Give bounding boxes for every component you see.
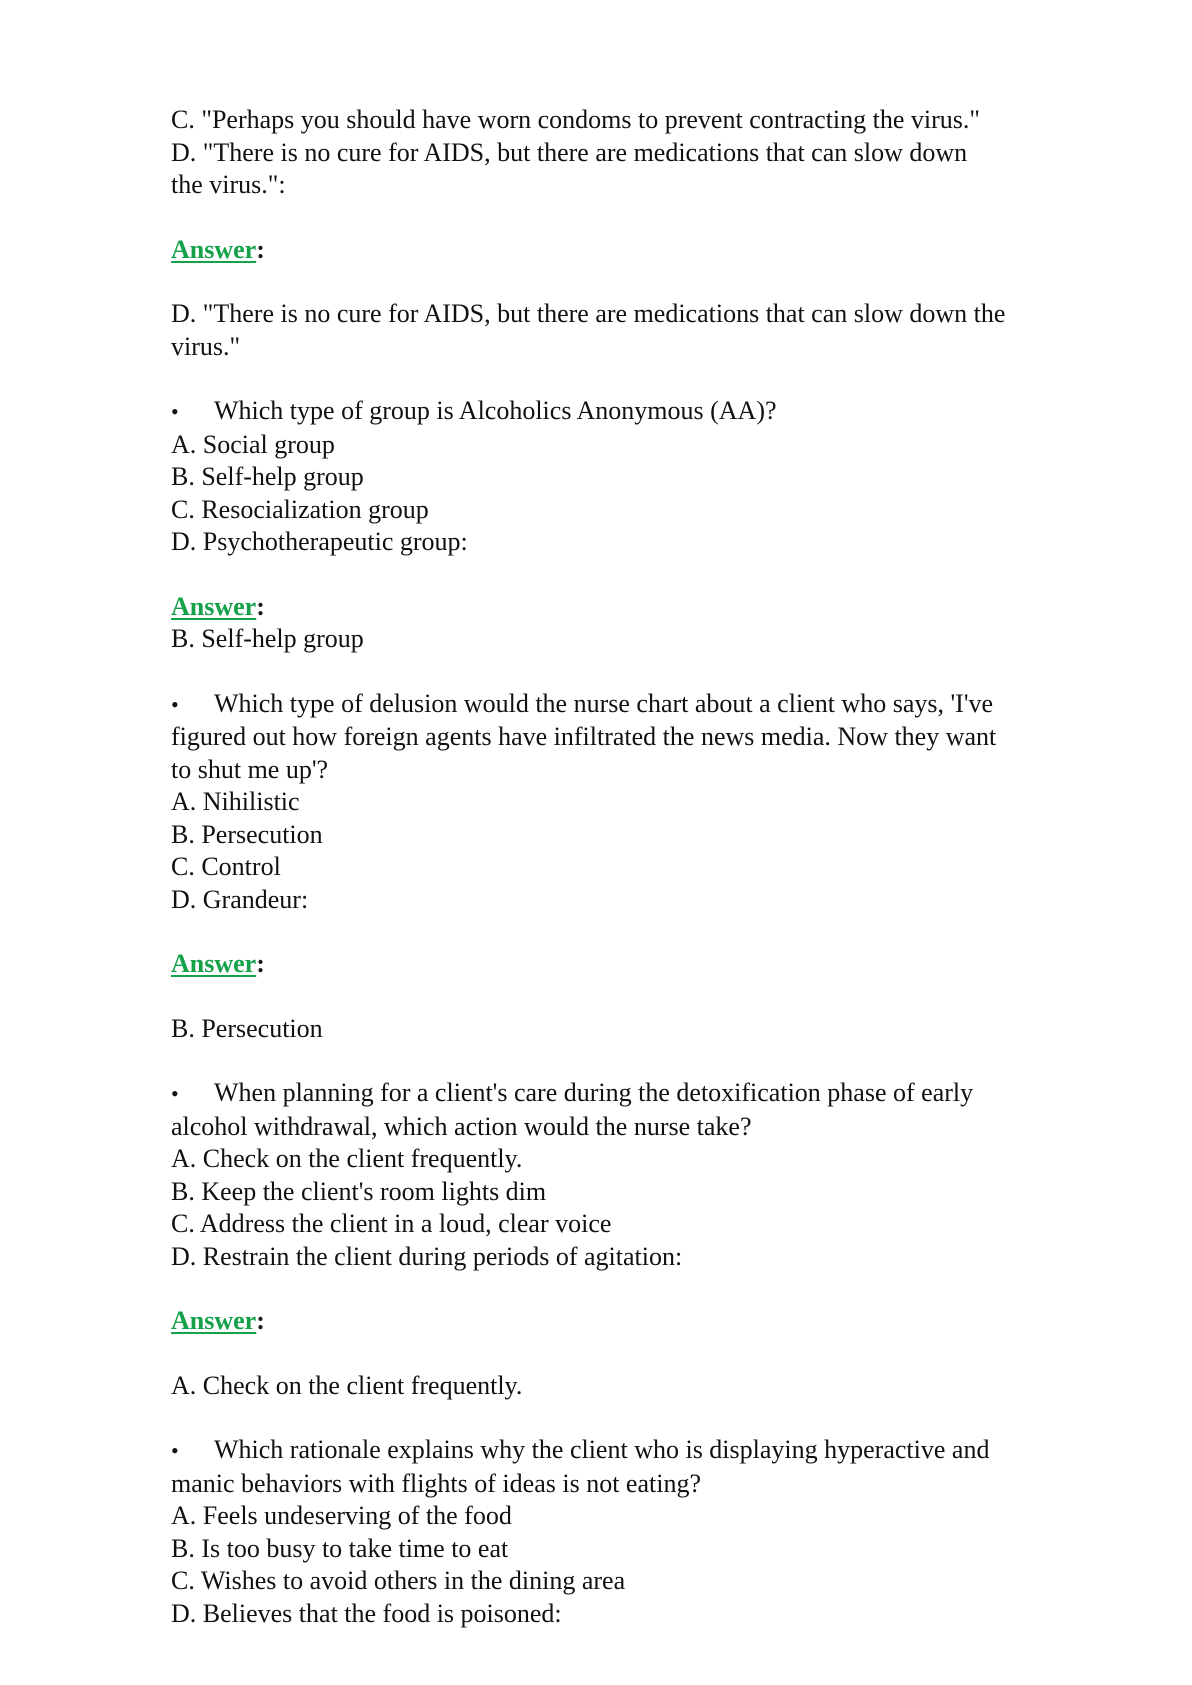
question-text: • Which type of delusion would the nurse chart about a client who says, 'I've xyxy=(171,688,1091,722)
answer-colon: : xyxy=(256,591,265,621)
document-page xyxy=(171,104,1091,1630)
answer-heading xyxy=(171,1305,1091,1338)
answer-colon: : xyxy=(256,234,265,264)
answer-text-continued: virus." xyxy=(171,331,241,361)
bullet-icon: • xyxy=(171,399,179,424)
question-text-continued: alcohol withdrawal, which action would the nurse take? xyxy=(171,1111,752,1141)
answer-heading xyxy=(171,234,1091,267)
option-a: A. Nihilistic xyxy=(171,787,300,816)
question-block xyxy=(171,1434,1091,1630)
question-text-continued: manic behaviors with flights of ideas is not eating? xyxy=(171,1468,701,1498)
option-d-continued: the virus.": xyxy=(171,170,286,199)
question-block xyxy=(171,688,1091,1046)
answer-text: A. Check on the client frequently. xyxy=(171,1370,523,1400)
answer-word: Answer xyxy=(171,591,257,621)
option-c: C. Resocialization group xyxy=(171,494,429,524)
option-d: D. Psychotherapeutic group: xyxy=(171,527,468,556)
option-d: D. Believes that the food is poisoned: xyxy=(171,1598,562,1628)
answer-text: B. Self-help group xyxy=(171,624,364,653)
answer-colon: : xyxy=(256,1306,265,1335)
bullet-icon: • xyxy=(171,691,179,717)
option-c: C. "Perhaps you should have worn condoms to prevent contracting the virus." xyxy=(171,105,981,134)
option-b: B. Self-help group xyxy=(171,462,364,491)
question-block xyxy=(171,1077,1091,1402)
answer-heading xyxy=(171,948,1091,981)
option-b: B. Is too busy to take time to eat xyxy=(171,1533,509,1563)
option-a: A. Check on the client frequently. xyxy=(171,1144,523,1173)
option-b: B. Persecution xyxy=(171,819,323,849)
option-d: D. "There is no cure for AIDS, but there are medications that can slow down xyxy=(171,137,968,167)
answer-heading xyxy=(171,591,1091,624)
answer-text: D. "There is no cure for AIDS, but there are medications that can slow down the xyxy=(171,299,1006,328)
option-c: C. Control xyxy=(171,852,281,881)
option-c: C. Wishes to avoid others in the dining area xyxy=(171,1566,626,1595)
bullet-icon: • xyxy=(171,1438,179,1463)
question-text: • Which type of group is Alcoholics Anonymous (AA)? xyxy=(171,395,1091,429)
option-c: C. Address the client in a loud, clear voice xyxy=(171,1209,612,1238)
option-d: D. Grandeur: xyxy=(171,884,309,914)
question-text-continued: to shut me up'? xyxy=(171,754,329,784)
question-text: • Which rationale explains why the client who is displaying hyperactive and xyxy=(171,1434,1091,1468)
option-d: D. Restrain the client during periods of agitation: xyxy=(171,1241,683,1271)
bullet-icon: • xyxy=(171,1081,179,1106)
answer-word: Answer xyxy=(171,949,257,978)
option-a: A. Feels undeserving of the food xyxy=(171,1501,512,1530)
question-text-continued: figured out how foreign agents have infiltrated the news media. Now they want xyxy=(171,722,997,751)
question-text: • When planning for a client's care during the detoxification phase of early xyxy=(171,1077,1091,1111)
option-b: B. Keep the client's room lights dim xyxy=(171,1176,547,1206)
answer-word: Answer xyxy=(171,234,257,264)
answer-text: B. Persecution xyxy=(171,1013,323,1043)
answer-colon: : xyxy=(256,949,265,978)
intro-options xyxy=(171,104,1091,202)
option-a: A. Social group xyxy=(171,429,335,459)
answer-word: Answer xyxy=(171,1306,257,1335)
question-block xyxy=(171,395,1091,656)
